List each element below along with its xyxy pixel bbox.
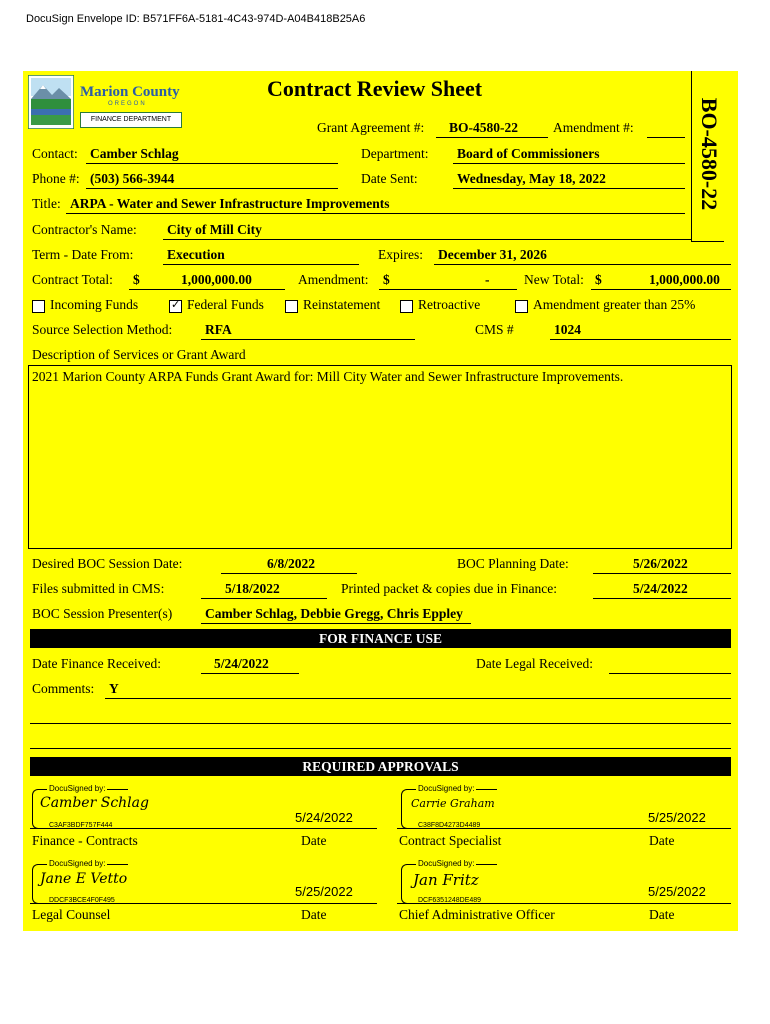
grant-agreement-label: Grant Agreement #: xyxy=(317,120,425,135)
files-cms-label: Files submitted in CMS: xyxy=(32,581,165,596)
federal-funds-label: Federal Funds xyxy=(187,297,264,312)
approval-role: Contract Specialist xyxy=(399,833,502,848)
description-box[interactable] xyxy=(28,365,732,549)
signature-id: C3AF3BDF757F444 xyxy=(49,822,113,829)
source-selection-label: Source Selection Method: xyxy=(32,322,173,337)
approval-date: 5/24/2022 xyxy=(295,810,353,825)
page-title: Contract Review Sheet xyxy=(267,76,483,101)
logo-county-name: Marion County xyxy=(80,84,180,100)
desired-boc-label: Desired BOC Session Date: xyxy=(32,556,183,571)
amendment-25-label: Amendment greater than 25% xyxy=(533,297,696,312)
county-logo xyxy=(28,75,178,129)
contract-total-value: 1,000,000.00 xyxy=(181,272,252,287)
amendment-amount-value: - xyxy=(485,272,490,287)
signature-legal-counsel[interactable]: Jane E Vetto xyxy=(40,871,128,887)
description-label: Description of Services or Grant Award xyxy=(32,347,246,362)
contract-total-label: Contract Total: xyxy=(32,272,113,287)
signature-finance-contracts[interactable]: Camber Schlag xyxy=(40,795,149,811)
side-id: BO-4580-22 xyxy=(697,97,722,211)
mountain-logo-icon xyxy=(28,75,74,129)
docusigned-by: DocuSigned by: xyxy=(49,859,106,868)
date-finance-value: 5/24/2022 xyxy=(214,656,269,671)
description-text: 2021 Marion County ARPA Funds Grant Award for: Mill City Water and Sewer Infrastructure Improvements. xyxy=(32,369,624,384)
expires-label: Expires: xyxy=(378,247,423,262)
signature-chief-administrative-officer[interactable]: Jan Fritz xyxy=(413,871,479,889)
signature-id: C38F8D4273D4489 xyxy=(418,822,481,829)
files-cms-value: 5/18/2022 xyxy=(225,581,280,596)
contractor-label: Contractor's Name: xyxy=(32,222,137,237)
term-value: Execution xyxy=(167,247,225,262)
contact-value: Camber Schlag xyxy=(90,146,179,161)
presenters-label: BOC Session Presenter(s) xyxy=(32,606,173,621)
cms-label: CMS # xyxy=(475,322,514,337)
side-id-box xyxy=(691,71,724,242)
amendment-number-label: Amendment #: xyxy=(553,120,634,135)
desired-boc-value: 6/8/2022 xyxy=(267,556,316,571)
docusigned-by: DocuSigned by: xyxy=(49,784,106,793)
title-label: Title: xyxy=(32,196,61,211)
reinstatement-checkbox[interactable] xyxy=(285,300,298,313)
printed-packet-value: 5/24/2022 xyxy=(633,581,688,596)
boc-planning-label: BOC Planning Date: xyxy=(457,556,569,571)
presenters-value: Camber Schlag, Debbie Gregg, Chris Eppley xyxy=(205,606,463,621)
title-value: ARPA - Water and Sewer Infrastructure Improvements xyxy=(70,196,390,211)
date-legal-label: Date Legal Received: xyxy=(476,656,593,671)
contractor-value: City of Mill City xyxy=(167,222,262,237)
approval-date-label: Date xyxy=(649,907,675,922)
signature-id: DCF6351248DE489 xyxy=(418,897,482,904)
approval-date-label: Date xyxy=(301,833,327,848)
new-total-label: New Total: xyxy=(524,272,584,287)
contract-review-sheet xyxy=(23,71,738,931)
approval-role: Chief Administrative Officer xyxy=(399,907,555,922)
date-sent-label: Date Sent: xyxy=(361,171,418,186)
required-approvals-header: REQUIRED APPROVALS xyxy=(30,757,731,776)
grant-agreement-value: BO-4580-22 xyxy=(449,120,518,135)
approval-date: 5/25/2022 xyxy=(295,884,353,899)
reinstatement-label: Reinstatement xyxy=(303,297,381,312)
docusigned-by: DocuSigned by: xyxy=(418,784,475,793)
date-sent-value: Wednesday, May 18, 2022 xyxy=(457,171,606,186)
department-value: Board of Commissioners xyxy=(457,146,600,161)
phone-label: Phone #: xyxy=(32,171,80,186)
department-label: Department: xyxy=(361,146,429,161)
signature-id: DDCF3BCE4F0F495 xyxy=(49,897,115,904)
retroactive-checkbox[interactable] xyxy=(400,300,413,313)
term-label: Term - Date From: xyxy=(32,247,134,262)
expires-value: December 31, 2026 xyxy=(438,247,547,262)
new-total-value: 1,000,000.00 xyxy=(649,272,720,287)
printed-packet-label: Printed packet & copies due in Finance: xyxy=(341,581,557,596)
federal-funds-checkbox[interactable] xyxy=(169,300,182,313)
logo-state: OREGON xyxy=(108,101,147,107)
date-finance-label: Date Finance Received: xyxy=(32,656,161,671)
incoming-funds-checkbox[interactable] xyxy=(32,300,45,313)
comments-label: Comments: xyxy=(32,681,95,696)
envelope-id: DocuSign Envelope ID: B571FF6A-5181-4C43-974D-A04B418B25A6 xyxy=(26,13,366,25)
contract-total-currency: $ xyxy=(133,272,140,287)
logo-department: FINANCE DEPARTMENT xyxy=(80,112,182,128)
docusigned-by: DocuSigned by: xyxy=(418,859,475,868)
approval-date: 5/25/2022 xyxy=(648,884,706,899)
contact-label: Contact: xyxy=(32,146,78,161)
source-selection-value: RFA xyxy=(205,322,232,337)
phone-value: (503) 566-3944 xyxy=(90,171,175,186)
retroactive-label: Retroactive xyxy=(418,297,481,312)
amendment-amount-label: Amendment: xyxy=(298,272,369,287)
amendment-amount-currency: $ xyxy=(383,272,390,287)
new-total-currency: $ xyxy=(595,272,602,287)
finance-use-header: FOR FINANCE USE xyxy=(30,629,731,648)
amendment-25-checkbox[interactable] xyxy=(515,300,528,313)
approval-date: 5/25/2022 xyxy=(648,810,706,825)
comments-value[interactable]: Y xyxy=(109,681,119,696)
signature-contract-specialist[interactable]: Carrie Graham xyxy=(411,797,495,810)
approval-date-label: Date xyxy=(649,833,675,848)
incoming-funds-label: Incoming Funds xyxy=(50,297,139,312)
boc-planning-value: 5/26/2022 xyxy=(633,556,688,571)
cms-value: 1024 xyxy=(554,322,581,337)
approval-role: Finance - Contracts xyxy=(32,833,138,848)
approval-date-label: Date xyxy=(301,907,327,922)
approval-role: Legal Counsel xyxy=(32,907,111,922)
